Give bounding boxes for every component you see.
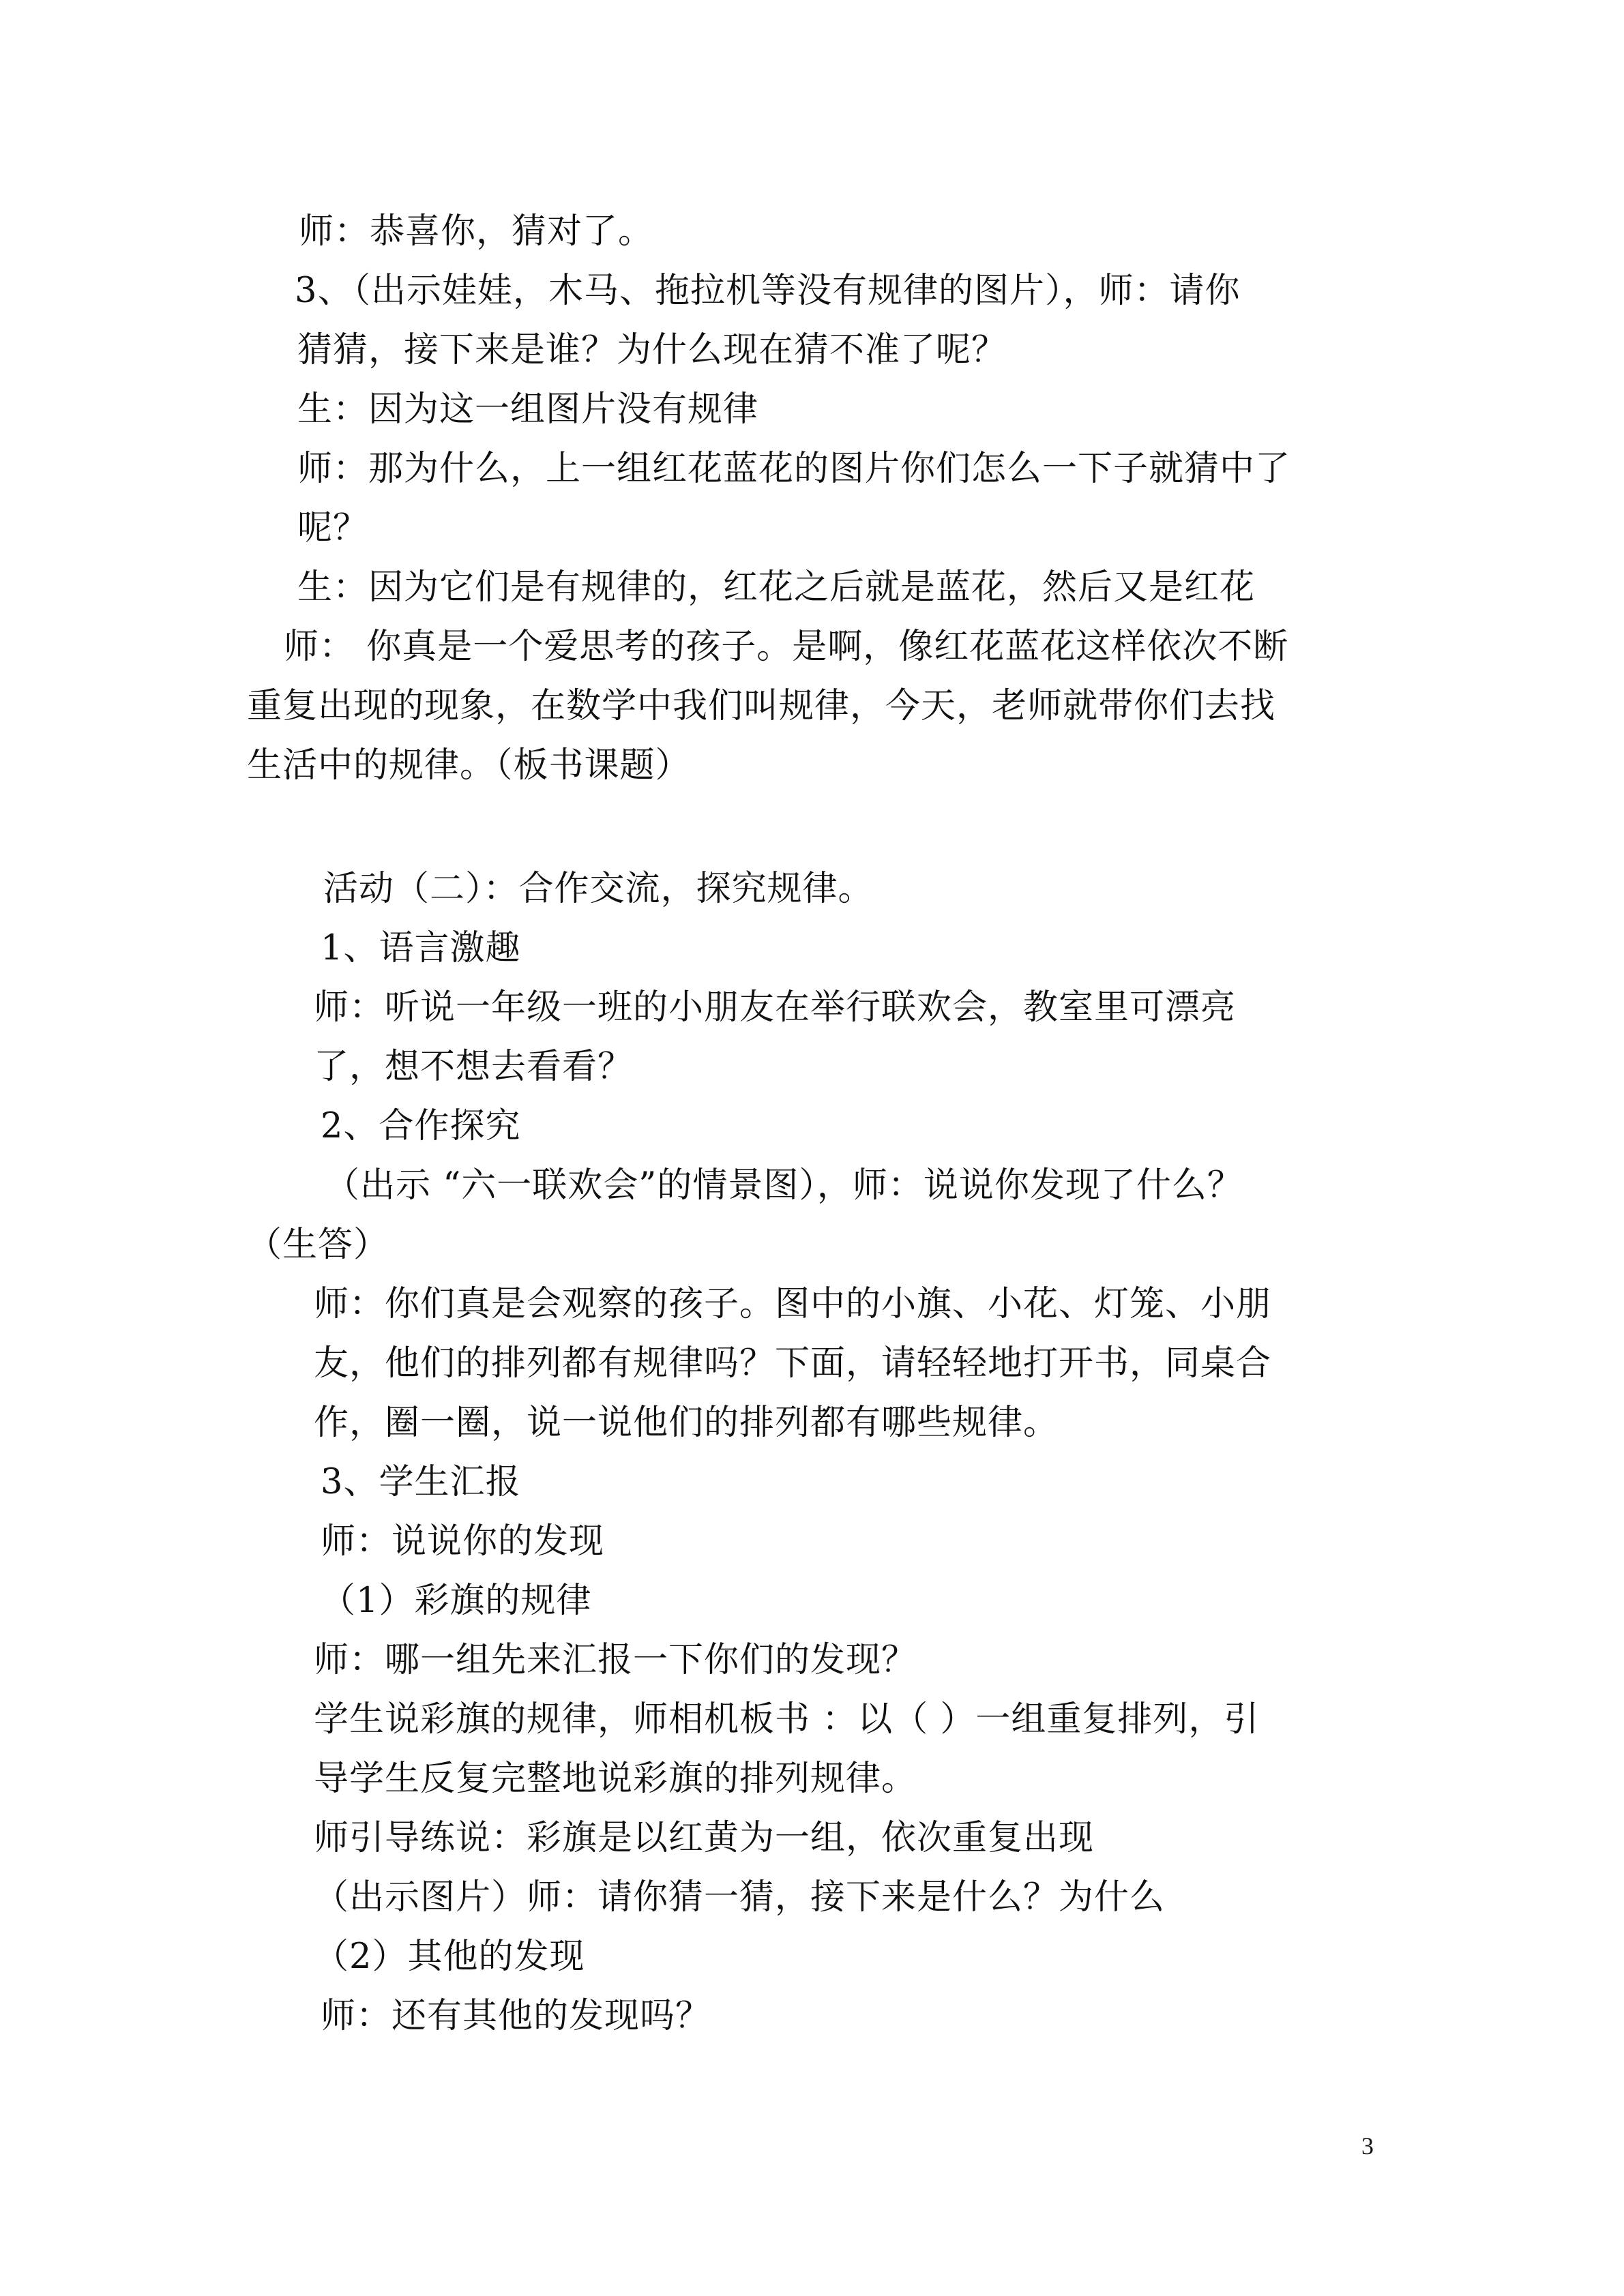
text-line: 师：说说你的发现 — [321, 1521, 605, 1562]
text-line: （1）彩旗的规律 — [321, 1581, 592, 1621]
text-line: （2）其他的发现 — [314, 1937, 585, 1977]
page-number: 3 — [1361, 2132, 1374, 2160]
text-line: 2、合作探究 — [321, 1106, 521, 1146]
text-line: 生活中的规律。（板书课题） — [247, 745, 691, 786]
text-line: （出示图片）师：请你猜一猜，接下来是什么？为什么 — [314, 1877, 1166, 1918]
text-line: 师：还有其他的发现吗？ — [321, 1996, 711, 2036]
text-line: 师：哪一组先来汇报一下你们的发现？ — [314, 1640, 917, 1680]
text-line: 师：听说一年级一班的小朋友在举行联欢会，教室里可漂亮 — [314, 987, 1237, 1028]
text-line: 师： 你真是一个爱思考的孩子。是啊，像红花蓝花这样依次不断 — [284, 627, 1289, 667]
text-line: 师：那为什么，上一组红花蓝花的图片你们怎么一下子就猜中了 — [297, 449, 1291, 489]
text-line: 3、学生汇报 — [321, 1462, 521, 1502]
text-line: 3、（出示娃娃，木马、拖拉机等没有规律的图片），师：请你 — [295, 271, 1241, 311]
text-line: 生：因为这一组图片没有规律 — [297, 389, 759, 430]
text-line: 师：你们真是会观察的孩子。图中的小旗、小花、灯笼、小朋 — [314, 1284, 1272, 1324]
text-line: （生答） — [247, 1225, 389, 1265]
text-line: 学生说彩旗的规律，师相机板书 ：以（ ）一组重复排列，引 — [314, 1699, 1260, 1740]
text-line: 呢？ — [297, 508, 369, 548]
text-line: 友，他们的排列都有规律吗？下面，请轻轻地打开书，同桌合 — [314, 1343, 1272, 1384]
text-line: 师引导练说：彩旗是以红黄为一组，依次重复出现 — [314, 1818, 1095, 1858]
text-line: （出示 “六一联欢会”的情景图），师：说说你发现了什么？ — [325, 1165, 1243, 1206]
text-line: 了，想不想去看看？ — [314, 1047, 634, 1087]
text-line: 师：恭喜你，猜对了。 — [299, 211, 654, 252]
text-line: 生：因为它们是有规律的，红花之后就是蓝花，然后又是红花 — [297, 567, 1256, 608]
section-heading: 活动（二）：合作交流，探究规律。 — [323, 869, 874, 909]
text-line: 作，圈一圈，说一说他们的排列都有哪些规律。 — [314, 1403, 1059, 1443]
text-line: 猜猜，接下来是谁？为什么现在猜不准了呢？ — [297, 330, 1007, 370]
text-line: 重复出现的现象，在数学中我们叫规律，今天，老师就带你们去找 — [247, 686, 1276, 726]
text-line: 导学生反复完整地说彩旗的排列规律。 — [314, 1759, 917, 1799]
text-line: 1、语言激趣 — [321, 928, 521, 968]
